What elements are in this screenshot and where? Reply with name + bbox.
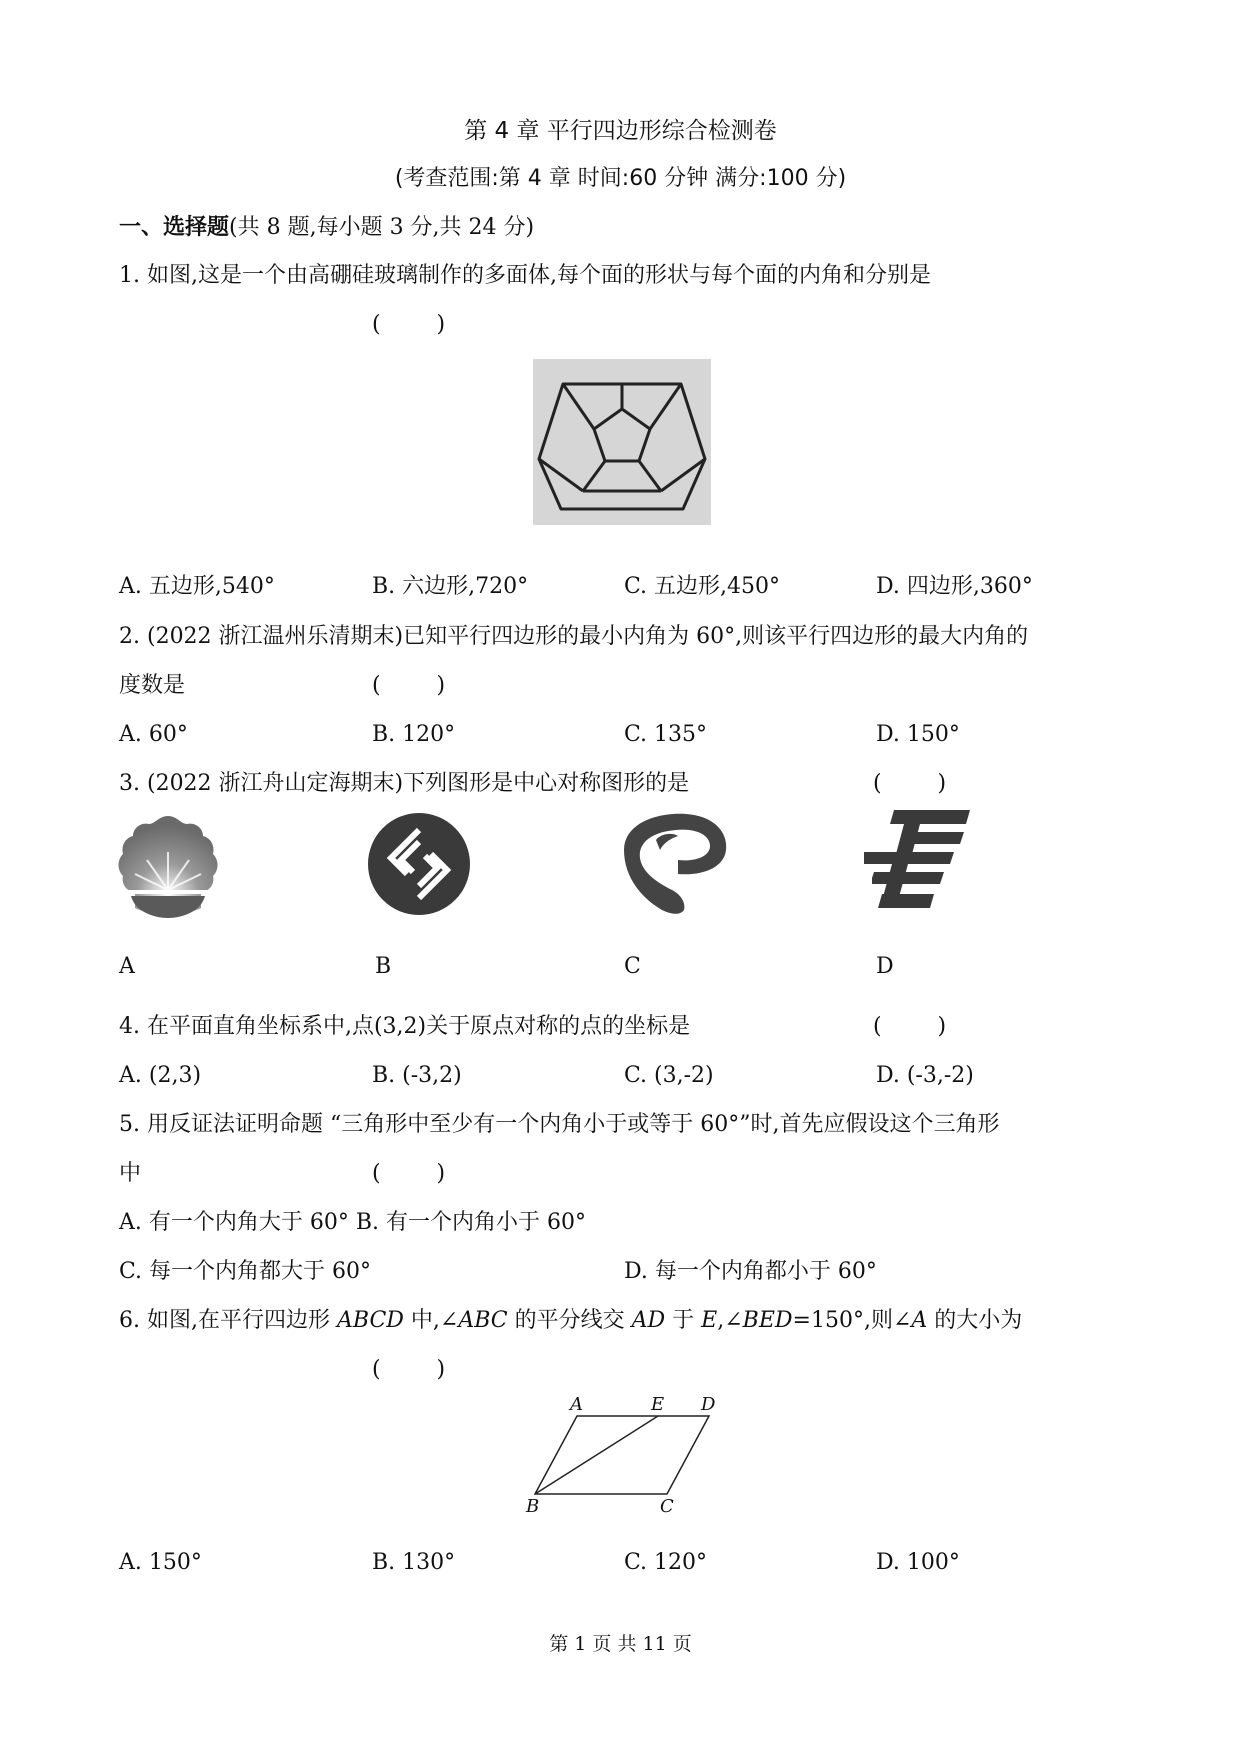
q5-option-ab[interactable]: A. 有一个内角大于 60° B. 有一个内角小于 60° — [119, 1210, 586, 1235]
q2-stem-line2: 度数是 — [119, 673, 186, 698]
q6-stem — [119, 1306, 1022, 1336]
q6-parallelogram-figure — [520, 1394, 720, 1514]
q5-option-d[interactable]: D. 每一个内角都小于 60° — [624, 1259, 877, 1284]
q5-answer-blank[interactable]: ( ) — [372, 1161, 446, 1186]
q6-stem-mid2: 的平分线交 — [507, 1308, 632, 1333]
q6-stem-mid5: =150°,则∠ — [792, 1308, 912, 1333]
q3-logo-d-icon[interactable] — [864, 810, 970, 910]
q6-option-d[interactable]: D. 100° — [876, 1550, 960, 1575]
q1-option-a[interactable]: A. 五边形,540° — [119, 574, 275, 599]
q3-label-a: A — [119, 954, 135, 979]
page-subtitle: (考查范围:第 4 章 时间:60 分钟 满分:100 分) — [394, 166, 847, 191]
q3-label-d: D — [876, 954, 894, 979]
q6-ad: AD — [631, 1308, 666, 1333]
q5-stem-line1: 5. 用反证法证明命题 “三角形中至少有一个内角小于或等于 60°”时,首先应假设这个三角形 — [119, 1112, 1000, 1137]
q4-option-d[interactable]: D. (-3,-2) — [876, 1063, 974, 1088]
q2-option-a[interactable]: A. 60° — [119, 722, 188, 747]
q6-stem-pre: 6. 如图,在平行四边形 — [119, 1308, 337, 1333]
q6-e: E — [701, 1308, 718, 1333]
q6-stem-mid1: 中,∠ — [403, 1308, 459, 1333]
q3-logo-b-icon[interactable] — [367, 812, 471, 916]
q2-option-b[interactable]: B. 120° — [372, 722, 456, 747]
q3-answer-blank[interactable]: ( ) — [873, 771, 947, 796]
q6-stem-post: 的大小为 — [927, 1308, 1023, 1333]
point-label-c: C — [660, 1496, 674, 1514]
q1-option-c[interactable]: C. 五边形,450° — [624, 574, 781, 599]
q5-option-c[interactable]: C. 每一个内角都大于 60° — [119, 1259, 372, 1284]
q5-stem-line2: 中 — [119, 1161, 142, 1186]
q3-label-b: B — [375, 954, 392, 979]
q6-a: A — [911, 1308, 928, 1333]
q6-option-b[interactable]: B. 130° — [372, 1550, 456, 1575]
q6-option-a[interactable]: A. 150° — [119, 1550, 202, 1575]
parallelogram-abcd — [535, 1416, 709, 1494]
q6-abcd: ABCD — [336, 1308, 404, 1333]
q6-answer-blank[interactable]: ( ) — [372, 1357, 446, 1382]
q2-option-c[interactable]: C. 135° — [624, 722, 708, 747]
point-label-a: A — [570, 1394, 583, 1415]
q3-label-c: C — [624, 954, 641, 979]
section-title: 一、选择题 — [119, 215, 230, 240]
q4-stem: 4. 在平面直角坐标系中,点(3,2)关于原点对称的点的坐标是 — [119, 1014, 691, 1039]
q4-option-b[interactable]: B. (-3,2) — [372, 1063, 462, 1088]
q3-logo-c-icon[interactable] — [616, 810, 730, 916]
q1-polyhedron-image — [533, 359, 711, 525]
q2-stem-line1: 2. (2022 浙江温州乐清期末)已知平行四边形的最小内角为 60°,则该平行四边形的最大内角的 — [119, 624, 1029, 649]
q3-stem: 3. (2022 浙江舟山定海期末)下列图形是中心对称图形的是 — [119, 771, 690, 796]
q1-option-b[interactable]: B. 六边形,720° — [372, 574, 529, 599]
q6-bed: BED — [742, 1308, 793, 1333]
q4-answer-blank[interactable]: ( ) — [873, 1014, 947, 1039]
q4-option-c[interactable]: C. (3,-2) — [624, 1063, 714, 1088]
q4-option-a[interactable]: A. (2,3) — [119, 1063, 202, 1088]
q3-logo-a-icon[interactable] — [117, 812, 219, 920]
point-label-d: D — [701, 1394, 716, 1415]
q2-answer-blank[interactable]: ( ) — [372, 673, 446, 698]
q1-answer-blank[interactable]: ( ) — [372, 312, 446, 337]
page-title: 第 4 章 平行四边形综合检测卷 — [464, 118, 777, 144]
page-footer: 第 1 页 共 11 页 — [549, 1633, 692, 1655]
q6-abc: ABC — [458, 1308, 508, 1333]
section-note: (共 8 题,每小题 3 分,共 24 分) — [229, 215, 535, 240]
bisector-be — [535, 1416, 658, 1494]
point-label-b: B — [526, 1496, 540, 1514]
q1-option-d[interactable]: D. 四边形,360° — [876, 574, 1033, 599]
q1-stem: 1. 如图,这是一个由高硼硅玻璃制作的多面体,每个面的形状与每个面的内角和分别是 — [119, 263, 931, 288]
q6-stem-mid4: ,∠ — [717, 1308, 743, 1333]
q6-stem-mid3: 于 — [665, 1308, 702, 1333]
q2-option-d[interactable]: D. 150° — [876, 722, 960, 747]
section-heading — [119, 213, 534, 243]
q6-option-c[interactable]: C. 120° — [624, 1550, 708, 1575]
point-label-e: E — [651, 1394, 665, 1415]
